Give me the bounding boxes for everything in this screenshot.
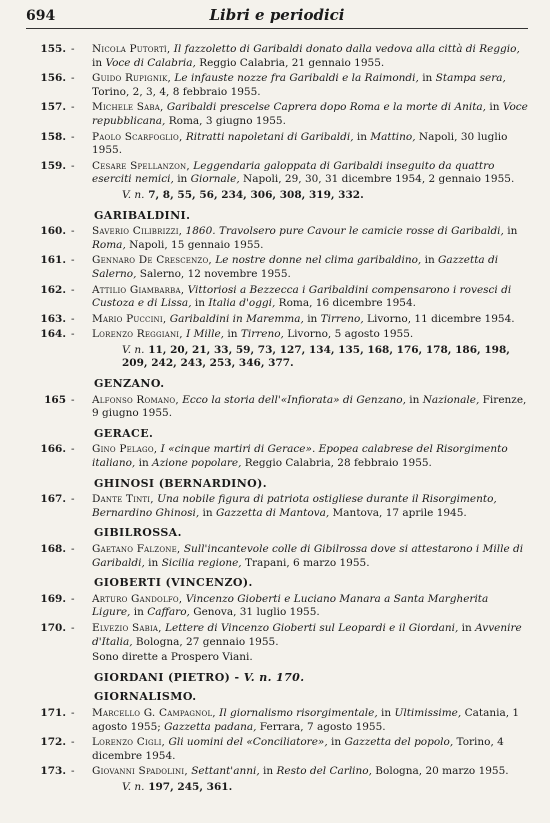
entry-number: 155. — [40, 43, 66, 55]
entry-title: Ritratti napoletani di Garibaldi, — [185, 130, 354, 143]
bibliography-entry — [26, 131, 528, 158]
entry-details: Reggio Calabria, 21 gennaio 1955. — [195, 56, 385, 69]
entry-title: I «cinque martiri di Gerace». Epopea calabrese del Risorgimento italiano, — [92, 443, 508, 470]
entry-number: 167. — [40, 493, 66, 506]
entry-publication: Stampa sera, — [435, 72, 506, 85]
entry-title: Le nostre donne nel clima garibaldino, — [215, 254, 422, 267]
entry-in: in — [418, 72, 436, 85]
entry-dash: - — [71, 393, 75, 406]
entry-details: Torino, 4 dicembre 1954. — [92, 736, 504, 762]
section-title: GIBILROSSA. — [94, 526, 182, 540]
entry-in: in — [377, 706, 395, 719]
section-heading — [26, 377, 528, 391]
entry-dash: - — [71, 101, 75, 114]
bibliography-entry — [26, 543, 528, 570]
entry-publication: Resto del Carlino, — [276, 765, 372, 778]
entry-number: 156. — [40, 72, 66, 85]
entry-in: in — [303, 312, 321, 325]
entry-publication: Tirreno, — [320, 312, 364, 325]
entry-details: Trapani, 6 marzo 1955. — [241, 556, 370, 569]
bibliography-entry — [26, 394, 528, 421]
entry-in: in — [327, 736, 345, 749]
entry-publication: Sicilia regione, — [161, 556, 242, 569]
entry-dash: - — [71, 159, 75, 172]
section-heading — [26, 690, 528, 704]
entry-in: in — [224, 328, 241, 341]
bibliography-entry — [26, 707, 528, 734]
entry-number: 170. — [40, 621, 66, 634]
entry-number: 161. — [40, 254, 66, 267]
entry-publication: Gazzetta di Salerno, — [92, 254, 499, 280]
entry-in: in — [458, 621, 476, 634]
see-label: V. n. — [122, 343, 145, 356]
entry-publication: Gazzetta di Mantova, — [215, 506, 330, 519]
entry-dash: - — [71, 43, 75, 55]
entry-dash: - — [71, 706, 75, 719]
entry-author: Giovanni Spadolini, — [92, 765, 188, 778]
bibliography-entry — [26, 313, 528, 327]
see-label: V. n. — [122, 188, 145, 201]
entry-number: 160. — [40, 225, 66, 238]
entry-details: Livorno, 5 agosto 1955. — [283, 328, 414, 341]
entry-author: Gennaro De Crescenzo, — [92, 254, 212, 267]
entry-dash: - — [71, 543, 75, 555]
entry-dash: - — [71, 254, 75, 267]
entry-details: Torino, 2, 3, 4, 8 febbraio 1955. — [92, 85, 261, 98]
entry-details: Catania, 1 agosto 1955; — [92, 706, 520, 733]
entry-details: Livorno, 11 dicembre 1954. — [363, 312, 515, 325]
section-title: GHINOSI (BERNARDINO). — [94, 476, 268, 490]
entry-publication: Gazzetta del popolo, — [344, 736, 454, 749]
section-title: GIORDANI (PIETRO) - — [94, 670, 244, 684]
section-heading — [26, 576, 528, 590]
entry-details: Salerno, 12 novembre 1955. — [136, 267, 291, 280]
entry-publication: Ultimissime, — [394, 706, 462, 719]
entry-author: Guido Rupignik, — [92, 72, 172, 85]
entry-dash: - — [71, 443, 75, 456]
entry-details: Roma, 16 dicembre 1954. — [275, 297, 416, 310]
entry-dash: - — [71, 328, 75, 341]
see-references — [26, 781, 528, 795]
entry-author: Alfonso Romano, — [92, 393, 179, 406]
entry-author: Cesare Spellanzon, — [92, 159, 190, 172]
section-title: GIOBERTI (VINCENZO). — [94, 576, 253, 590]
note-text: Sono dirette a Prospero Viani. — [92, 651, 253, 664]
entry-title: I Mille, — [186, 328, 225, 341]
entry-title: Leggendaria galoppata di Garibaldi inseguito da quattro eserciti nemici, — [92, 159, 495, 186]
entry-in: in — [421, 254, 439, 267]
page-number: 694 — [26, 8, 56, 24]
entry-title: Una nobile figura di patriota ostigliese durante il Risorgimento, Bernardino Ghinosi, — [92, 493, 497, 519]
entry-dash: - — [71, 736, 75, 749]
section-title: GERACE. — [94, 426, 154, 440]
entry-number: 162. — [40, 283, 66, 296]
entry-title: Garibaldini in Maremma, — [169, 312, 304, 325]
entry-author: Michele Saba, — [92, 101, 164, 114]
entry-in: in — [405, 393, 423, 406]
entry-dash: - — [71, 592, 75, 605]
entry-title: Vincenzo Gioberti e Luciano Manara a Santa Margherita Ligure, — [92, 592, 489, 619]
entry-details-2: Ferrara, 7 agosto 1955. — [256, 720, 386, 733]
entry-details: Genova, 31 luglio 1955. — [189, 606, 320, 619]
entry-details: Napoli, 29, 30, 31 dicembre 1954, 2 gennaio 1955. — [239, 173, 515, 186]
entry-title: Sull'incantevole colle di Gibilrossa dove si attestarono i Mille di Garibaldi, — [92, 543, 524, 569]
entry-details: Bologna, 20 marzo 1955. — [371, 765, 509, 778]
entry-number: 169. — [40, 592, 66, 605]
bibliography-entry — [26, 736, 528, 763]
bibliography-entry — [26, 493, 528, 520]
section-heading — [26, 209, 528, 223]
entry-author: Nicola Putortì, — [92, 43, 171, 55]
section-heading — [26, 671, 528, 685]
entry-in: in — [199, 506, 216, 519]
entry-author: Dante Tinti, — [92, 493, 154, 506]
entry-publication: Azione popolare, — [152, 457, 242, 470]
entry-title: Vittoriosi a Bezzecca i Garibaldini compensarono i rovesci di Custoza e di Lissa, — [92, 283, 512, 310]
section-title: GARIBALDINI. — [94, 208, 191, 222]
entry-publication: Nazionale, — [422, 393, 480, 406]
entry-in: in — [503, 225, 518, 238]
section-heading — [26, 427, 528, 441]
entry-author: Gino Pelago, — [92, 443, 158, 456]
entry-author: Attilio Giambarba, — [92, 283, 185, 296]
entry-in: in — [135, 457, 153, 470]
entry-title: Gli uomini del «Conciliatore», — [168, 736, 328, 749]
entry-author: Paolo Scarfoglio, — [92, 130, 183, 143]
entry-dash: - — [71, 130, 75, 143]
entry-details: Roma, 3 giugno 1955. — [165, 114, 286, 127]
page-header — [26, 6, 528, 29]
bibliography-entry — [26, 225, 528, 252]
entry-note — [26, 651, 528, 665]
section-reference: V. n. 170. — [243, 670, 305, 684]
entry-number: 166. — [40, 443, 66, 456]
entry-in: in — [191, 297, 209, 310]
entry-details: Bologna, 27 gennaio 1955. — [132, 635, 279, 648]
entry-number: 171. — [40, 706, 66, 719]
entry-in: in — [259, 765, 277, 778]
entry-publication: Caffaro, — [147, 606, 190, 619]
entry-publication: Voce repubblicana, — [92, 101, 528, 127]
bibliography-entry — [26, 101, 528, 128]
bibliography-entry — [26, 593, 528, 620]
bibliography-list — [26, 43, 528, 795]
entry-in: in — [173, 173, 191, 186]
bibliography-entry — [26, 284, 528, 311]
entry-author: Lorenzo Reggiani, — [92, 328, 183, 341]
entry-dash: - — [71, 621, 75, 634]
see-numbers: 7, 8, 55, 56, 234, 306, 308, 319, 332. — [148, 188, 364, 201]
entry-dash: - — [71, 225, 75, 238]
section-heading — [26, 526, 528, 540]
entry-number: 173. — [40, 765, 66, 778]
entry-details: Napoli, 15 gennaio 1955. — [125, 238, 264, 251]
entry-in: in — [92, 56, 106, 69]
entry-in: in — [130, 606, 148, 619]
entry-title: Il giornalismo risorgimentale, — [219, 706, 378, 719]
entry-publication: Mattino, — [370, 130, 416, 143]
bibliography-entry — [26, 72, 528, 99]
entry-author: Gaetano Falzone, — [92, 543, 181, 555]
entry-dash: - — [71, 312, 75, 325]
entry-dash: - — [71, 765, 75, 778]
entry-details: Firenze, 9 giugno 1955. — [92, 393, 527, 420]
entry-publication: Tirreno, — [240, 328, 284, 341]
see-numbers: 197, 245, 361. — [148, 780, 233, 793]
entry-number: 163. — [40, 312, 66, 325]
bibliography-entry — [26, 328, 528, 342]
entry-details: Mantova, 17 aprile 1945. — [329, 506, 467, 519]
entry-author: Saverio Cilibrizzi, — [92, 225, 183, 238]
bibliography-entry — [26, 254, 528, 281]
entry-publication: Giornale, — [190, 173, 240, 186]
entry-number: 172. — [40, 736, 66, 749]
entry-dash: - — [71, 493, 75, 506]
entry-in: in — [144, 556, 162, 569]
entry-number: 165 — [44, 393, 66, 406]
entry-title: Ecco la storia dell'«Infiorata» di Genzano, — [182, 393, 406, 406]
section-heading — [26, 477, 528, 491]
bibliography-entry — [26, 443, 528, 470]
entry-author: Arturo Gandolfo, — [92, 592, 183, 605]
entry-title: Le infauste nozze fra Garibaldi e la Raimondi, — [174, 72, 419, 85]
entry-details: Napoli, 30 luglio 1955. — [92, 130, 508, 157]
entry-publication: Voce di Calabria, — [105, 56, 196, 69]
entry-number: 159. — [40, 159, 66, 172]
entry-author: Elvezio Sabia, — [92, 621, 162, 634]
entry-publication: Avvenire d'Italia, — [92, 621, 522, 648]
entry-publication: Roma, — [92, 238, 126, 251]
entry-title: Il fazzoletto di Garibaldi donato dalla vedova alla città di Reggio, — [173, 43, 520, 55]
entry-title: Garibaldi prescelse Caprera dopo Roma e la morte di Anita, — [166, 101, 487, 114]
entry-number: 158. — [40, 130, 66, 143]
entry-publication-2: Gazzetta padana, — [164, 720, 257, 733]
entry-author: Lorenzo Cigli, — [92, 736, 166, 749]
section-title: GENZANO. — [94, 377, 165, 391]
entry-publication: Italia d'oggi, — [208, 297, 276, 310]
bibliography-entry — [26, 160, 528, 187]
entry-title: Settant'anni, — [191, 765, 260, 778]
entry-number: 168. — [40, 543, 66, 555]
entry-title: 1860. Travolsero pure Cavour le camicie rosse di Garibaldi, — [185, 225, 504, 238]
running-title: Libri e periodici — [209, 6, 345, 24]
bibliography-entry — [26, 765, 528, 779]
section-title: GIORNALISMO. — [94, 690, 197, 704]
see-label: V. n. — [122, 780, 145, 793]
entry-in: in — [353, 130, 371, 143]
bibliography-entry — [26, 43, 528, 70]
entry-in: in — [486, 101, 503, 114]
entry-title: Lettere di Vincenzo Gioberti sul Leopardi e il Giordani, — [165, 621, 459, 634]
see-references — [26, 344, 528, 371]
entry-details: Reggio Calabria, 28 febbraio 1955. — [241, 457, 432, 470]
entry-dash: - — [71, 72, 75, 85]
entry-author: Mario Puccini, — [92, 312, 167, 325]
entry-number: 157. — [40, 101, 66, 114]
see-references — [26, 189, 528, 203]
entry-author: Marcello G. Campagnol, — [92, 706, 216, 719]
entry-number: 164. — [40, 328, 66, 341]
see-numbers: 11, 20, 21, 33, 59, 73, 127, 134, 135, 168, 176, 178, 186, 198, 209, 242, 243, 253, 346, 377. — [122, 343, 510, 370]
bibliography-entry — [26, 622, 528, 649]
entry-dash: - — [71, 283, 75, 296]
